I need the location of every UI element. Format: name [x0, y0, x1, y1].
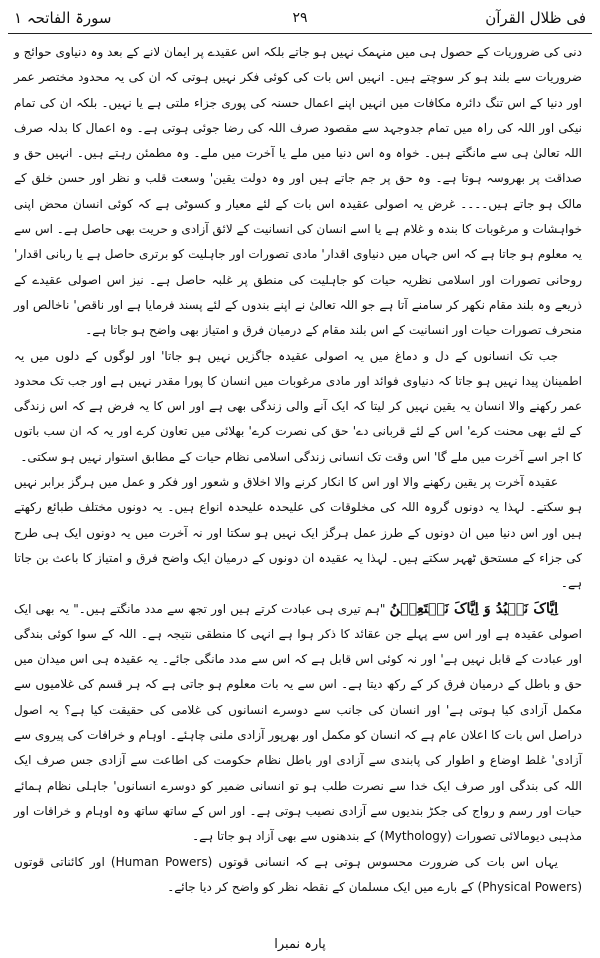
- quran-verse: اِیَّاکَ نَعۡبُدُ وَ اِیَّاکَ نَسۡتَعِیۡنُ: [389, 600, 558, 617]
- surah-title: سورۃ الفاتحہ ۱: [14, 9, 112, 27]
- page-footer: [0, 937, 600, 952]
- paragraph-1: دنی کی ضروریات کے حصول ہی میں منہمک نہیں ہو جاتے بلکہ اس عقیدے پر ایمان لانے کے بعد وہ دنیاوی حوائج و ضروریات سے بلند ہو کر سوچتے ہیں۔ انہیں اس بات کی کوئی فکر نہیں ہوتی کہ ان کی یہ محدود مختصر عمر اور دنیا کے اس تنگ دائرہ مکافات میں انہیں اپنے اعمال حسنہ کی پوری جزاء ملتی ہے یا نہیں۔ بلکہ ان کی تمام نیکی اور اللہ کی راہ میں تمام جدوجہد سے مقصود صرف اللہ کی رضا جوئی ہوتی ہے۔ وہ اعمال کا بدلہ صرف اللہ تعالیٰ ہی سے مانگتے ہیں۔ خواہ وہ اس دنیا میں ملے یا آخرت میں ملے۔ وہ مطمئن رہتے ہیں۔ انہیں حق و صداقت پر بھروسہ ہوتا ہے۔ وہ حق پر جم جاتے ہیں اور وہ دولت یقین' وسعت قلب و نظر اور حسن خلق کے مالک ہو جاتے ہیں۔۔۔۔ غرض یہ اصولی عقیدہ اس بات کے لئے معیار و کسوٹی ہے کہ کوئی انسان محض اپنی خواہشات و مرغوبات کا بندہ و غلام ہے یا اسے انسان کی انسانیت کے لائق آزادی و حریت بھی حاصل ہے۔ اس سے یہ معلوم ہو جاتا ہے کہ اس جہاں میں دنیاوی اقدار' مادی تصورات اور جاہلیت کو برتری حاصل ہے یا ربانی اقدار' روحانی تصورات اور اسلامی نظریہ حیات کو جاہلیت کی منطق پر غلبہ حاصل ہے۔ نیز اس اصولی عقیدے کے ذریعے وہ بلند مقام نکھر کر سامنے آتا ہے جو اللہ تعالیٰ نے اپنے بندوں کے لئے پسند فرمایا ہے اور ناقص' ناخالص اور منحرف تصورات حیات اور انسانیت کے اس بلند مقام کے درمیان فرق و امتیاز بھی واضح ہو جاتا ہے۔: [14, 45, 582, 338]
- page-number: ۲۹: [292, 10, 308, 26]
- paragraph-2: جب تک انسانوں کے دل و دماغ میں یہ اصولی عقیدہ جاگزیں نہیں ہو جاتا' اور لوگوں کے دلوں میں یہ اطمینان پیدا نہیں ہو جاتا کہ دنیاوی فوائد اور مادی مرغوبات میں انسان کا پورا مقدر نہیں ہے اور جب تک محدود عمر رکھنے والا انسان یہ یقین نہیں کر لیتا کہ ایک آنے والی زندگی بھی ہے اور اس کا یہ فرض ہے کہ اس زندگی کے لئے بھی محنت کرے' اس کے لئے قربانی دے' حق کی نصرت کرے' بھلائی میں تعاون کرے اور یہ کہ ان سب باتوں کا اجر اسے آخرت میں ملے گا' اس وقت تک انسانی زندگی اسلامی نظام حیات کے مطابق استوار نہیں ہو سکتی۔: [14, 348, 582, 464]
- page-header: [14, 4, 586, 32]
- book-title: فی ظلال القرآن: [485, 9, 586, 27]
- verse-commentary: "ہم تیری ہی عبادت کرتے ہیں اور تجھ سے مدد مانگتے ہیں۔" یہ بھی ایک اصولی عقیدہ ہے اور اس سے پہلے جن عقائد کا ذکر ہوا ہے انہی کا منطقی نتیجہ ہے۔ اللہ کے سوا کوئی بندگی اور عبادت کے قابل نہیں ہے' اور نہ کوئی اس قابل ہے کہ اس سے مدد مانگی جائے۔ یہ عقیدہ ہی اس میدان میں حق و باطل کے درمیان فرق کر کے رکھ دیتا ہے۔ اس سے یہ بات معلوم ہو جاتی ہے کہ ہر قسم کی غلامیوں سے مکمل آزادی کیا ہوتی ہے' اور انسان کی جانب سے دوسرے انسانوں کی غلامی کی حقیقت کیا ہے؟ یہ اصول دراصل اس بات کا اعلان عام ہے کہ انسان کو مکمل اور بھرپور آزادی ملنی چاہئے۔ اوہام و خرافات کی پیروی سے آزادی' غلط اوضاع و اطوار کی پابندی سے آزادی اور باطل نظام حکومت کی اطاعت سے آزادی جس صرف ایک اللہ کی بندگی اور صرف ایک خدا سے نصرت طلب ہو تو انسانی ضمیر کو دوسرے انسانوں' جاہلی نظام ہمائے حیات اور رسم و رواج کی جکڑ بندیوں سے آزادی نصیب ہوتی ہے۔ اور اس کے ساتھ ساتھ وہ اوہام و خرافات اور مذہبی دیومالائی تصورات (Mythology) کے بندھنوں سے بھی آزاد ہو جاتا ہے۔: [14, 601, 582, 844]
- verse-paragraph: [14, 597, 582, 850]
- body-text: [14, 40, 582, 900]
- para-label: پارہ نمبرا: [274, 937, 326, 952]
- header-rule: [8, 33, 592, 34]
- paragraph-3: عقیدہ آخرت پر یقین رکھنے والا اور اس کا انکار کرنے والا اخلاق و شعور اور فکر و عمل میں ہرگز برابر نہیں ہو سکتے۔ لہذا یہ دونوں گروہ اللہ کی مخلوقات کی علیحدہ علیحدہ انواع ہیں۔ یہ دونوں مختلف طبائع رکھتے ہیں اور اس دنیا میں ان دونوں کے طرز عمل ہرگز ایک نہیں ہو سکتا اور نہ آخرت میں یہ دونوں ایک ہی طرح کی جزاء کے مستحق ٹھہر سکتے ہیں۔ لہذا یہ عقیدہ ان دونوں کے درمیان ایک واضح فرق و امتیاز کا باعث بن جاتا ہے۔: [14, 475, 582, 591]
- closing-paragraph: یہاں اس بات کی ضرورت محسوس ہوتی ہے کہ انسانی قوتوں (Human Powers) اور کائناتی قوتوں (Physical Powers) کے بارے میں ایک مسلمان کے نقطہ نظر کو واضح کر دیا جائے۔: [14, 854, 582, 894]
